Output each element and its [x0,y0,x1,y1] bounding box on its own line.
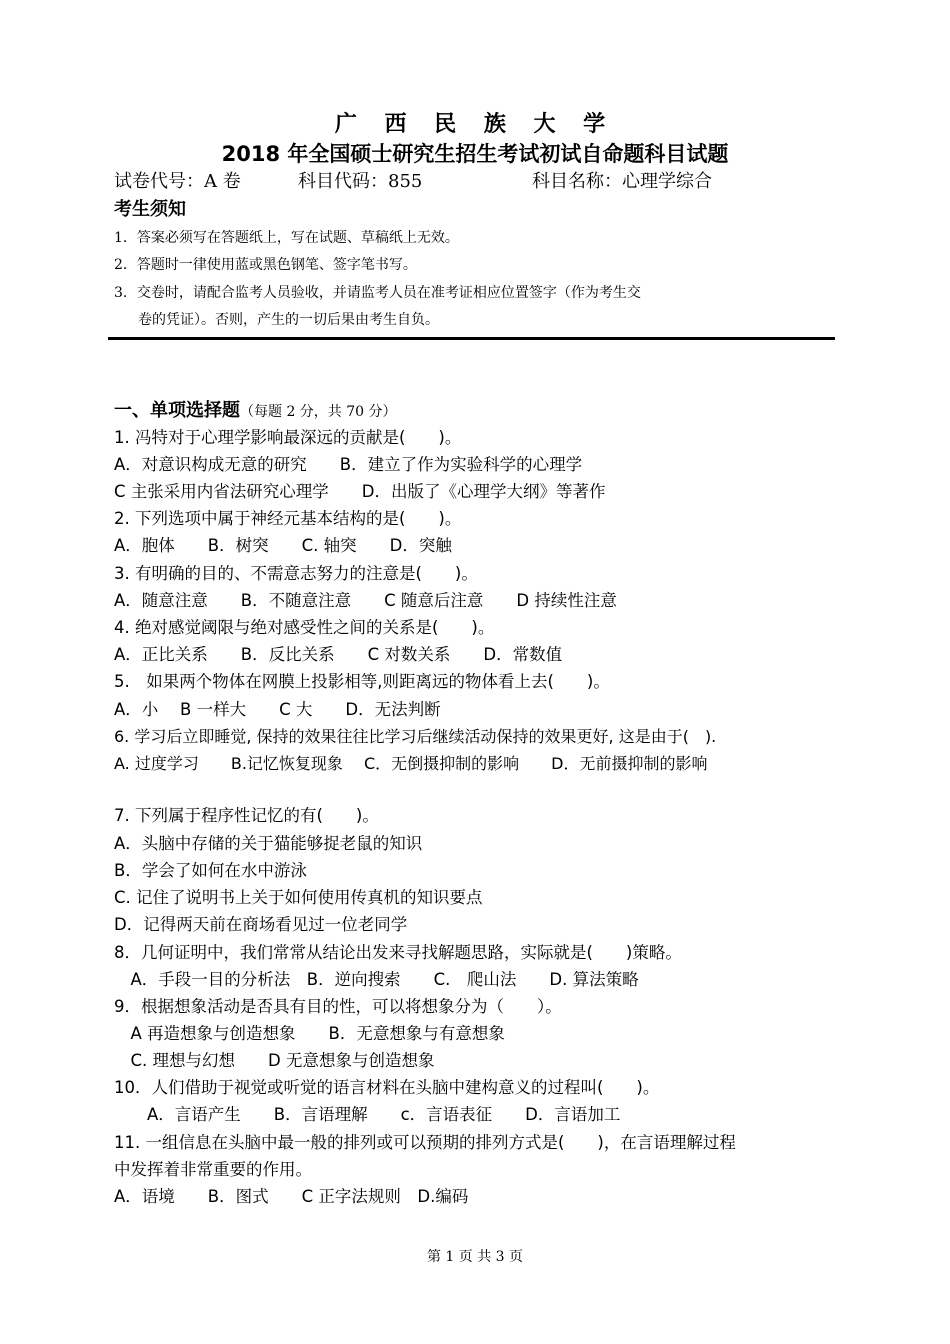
question-line: A．正比关系 B．反比关系 C 对数关系 D．常数值 [114,645,563,664]
question-line: 9．根据想象活动是否具有目的性，可以将想象分为（ ）。 [114,997,562,1016]
question-line: 4. 绝对感觉阈限与绝对感受性之间的关系是( )。 [114,618,495,637]
page-footer: 第 1 页 共 3 页 [426,1249,524,1265]
notice-item: 1．答案必须写在答题纸上，写在试题、草稿纸上无效。 [114,230,459,246]
notice-item: 2．答题时一律使用蓝或黑色钢笔、签字笔书写。 [114,257,417,273]
question-line: 7. 下列属于程序性记忆的有( )。 [114,806,379,825]
header-divider [108,337,835,340]
university-title: 广 西 民 族 大 学 [334,112,616,137]
question-line: C 主张采用内省法研究心理学 D．出版了《心理学大纲》等著作 [114,482,606,501]
section-title: 一、单项选择题 [114,400,240,421]
question-line: 2. 下列选项中属于神经元基本结构的是( )。 [114,509,462,528]
question-line: C. 记住了说明书上关于如何使用传真机的知识要点 [114,888,483,907]
exam-title: 2018 年全国硕士研究生招生考试初试自命题科目试题 [221,142,729,166]
section-points: （每题 2 分，共 70 分） [240,404,397,420]
question-line: 6. 学习后立即睡觉, 保持的效果往往比学习后继续活动保持的效果更好, 这是由于( ). [114,727,717,746]
question-line: A．语境 B．图式 C 正字法规则 D.编码 [114,1187,469,1206]
question-line: A．手段一目的分析法 B．逆向搜索 C. 爬山法 D. 算法策略 [114,970,639,989]
question-line: A．随意注意 B．不随意注意 C 随意后注意 D 持续性注意 [114,591,617,610]
question-line: A. 过度学习 B.记忆恢复现象 C．无倒摄抑制的影响 D．无前摄抑制的影响 [114,754,708,773]
question-line: 5. 如果两个物体在网膜上投影相等,则距离远的物体看上去( )。 [114,672,610,691]
question-line: B．学会了如何在水中游泳 [114,861,307,880]
question-line: A 再造想象与创造想象 B．无意想象与有意想象 [114,1024,505,1043]
question-line: A．胞体 B．树突 C. 轴突 D．突触 [114,536,452,555]
subject-name: 科目名称：心理学综合 [532,171,712,192]
notice-item: 卷的凭证）。否则，产生的一切后果由考生自负。 [138,312,439,328]
notice-heading: 考生须知 [114,199,186,220]
question-line: 3. 有明确的目的、不需意志努力的注意是( )。 [114,564,478,583]
paper-code: 试卷代号：A 卷 [114,171,241,192]
question-line: A．言语产生 B．言语理解 c．言语表征 D．言语加工 [114,1105,621,1124]
question-line: C. 理想与幻想 D 无意想象与创造想象 [114,1051,435,1070]
question-line: A．头脑中存储的关于猫能够捉老鼠的知识 [114,834,423,853]
question-line: 11. 一组信息在头脑中最一般的排列或可以预期的排列方式是( )，在言语理解过程 [114,1133,736,1152]
question-line: 10．人们借助于视觉或听觉的语言材料在头脑中建构意义的过程叫( )。 [114,1078,660,1097]
question-line: 中发挥着非常重要的作用。 [114,1160,312,1179]
question-line: D．记得两天前在商场看见过一位老同学 [114,915,408,934]
subject-code: 科目代码：855 [298,171,423,192]
question-line: 1. 冯特对于心理学影响最深远的贡献是( )。 [114,428,462,447]
question-line: 8．几何证明中，我们常常从结论出发来寻找解题思路，实际就是( )策略。 [114,943,682,962]
question-line: A．对意识构成无意的研究 B．建立了作为实验科学的心理学 [114,455,583,474]
notice-item: 3．交卷时，请配合监考人员验收，并请监考人员在准考证相应位置签字（作为考生交 [114,285,641,301]
question-line: A．小 B 一样大 C 大 D．无法判断 [114,700,441,719]
section-heading [114,402,397,420]
